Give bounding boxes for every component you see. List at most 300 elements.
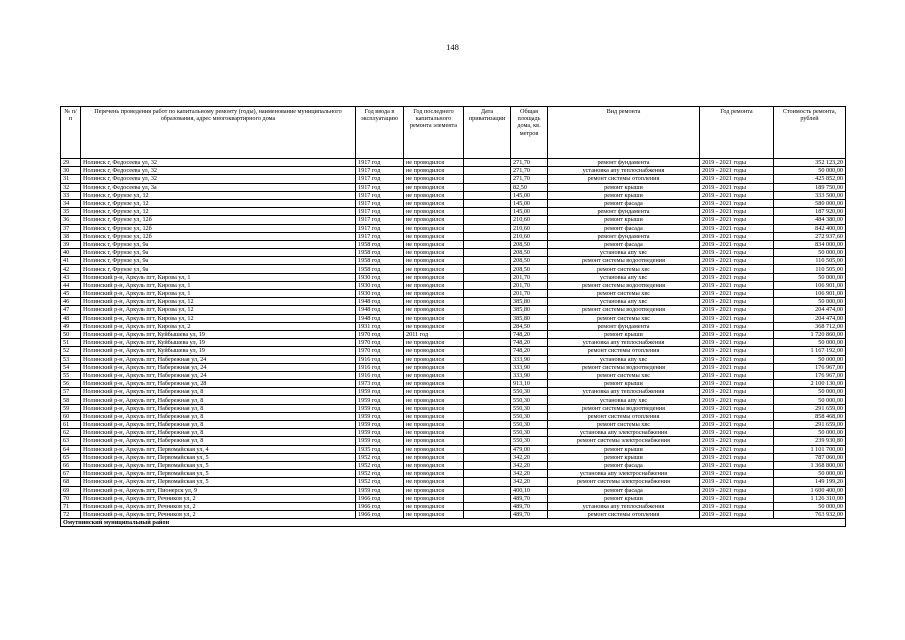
cell-cost: 50 000,00 (774, 249, 846, 257)
cell-area: 342,20 (511, 470, 548, 478)
cell-area: 489,70 (511, 511, 548, 519)
cell-repair-years: 2019 - 2021 годы (700, 429, 774, 437)
cell-year-built: 1959 год (356, 486, 404, 494)
cell-last-repair: не проводился (404, 167, 464, 175)
capital-repair-table (60, 106, 846, 527)
cell-work-type: ремонт крыши (548, 380, 700, 388)
cell-year-built: 1970 год (356, 339, 404, 347)
cell-num: 58 (61, 396, 81, 404)
cell-year-built: 1930 год (356, 281, 404, 289)
cell-privatization (464, 224, 511, 232)
cell-repair-years: 2019 - 2021 годы (700, 371, 774, 379)
cell-privatization (464, 290, 511, 298)
cell-num: 41 (61, 257, 81, 265)
cell-area: 748,20 (511, 347, 548, 355)
cell-cost: 50 000,00 (774, 502, 846, 510)
cell-privatization (464, 232, 511, 240)
cell-privatization (464, 208, 511, 216)
cell-address: Нолинский р-н, Аркуль пгт, Речников ул, 2 (81, 502, 356, 510)
cell-privatization (464, 322, 511, 330)
cell-repair-years: 2019 - 2021 годы (700, 208, 774, 216)
cell-privatization (464, 314, 511, 322)
cell-repair-years: 2019 - 2021 годы (700, 281, 774, 289)
cell-num: 39 (61, 240, 81, 248)
header-repair-years: Год ремонта (700, 107, 774, 159)
table-row (61, 224, 846, 232)
cell-area: 210,60 (511, 224, 548, 232)
cell-cost: 333 500,00 (774, 191, 846, 199)
cell-last-repair: 2011 год (404, 330, 464, 338)
cell-cost: 110 505,00 (774, 265, 846, 273)
cell-cost: 50 000,00 (774, 339, 846, 347)
cell-privatization (464, 257, 511, 265)
table-header-row (61, 107, 846, 159)
cell-privatization (464, 445, 511, 453)
table-row (61, 265, 846, 273)
cell-work-type: ремонт системы водоотведения (548, 281, 700, 289)
cell-address: Нолинский р-н, Аркуль пгт, Куйбышева ул, 19 (81, 330, 356, 338)
cell-address: Нолинск г, Федосеева ул, 32 (81, 159, 356, 167)
cell-area: 333,90 (511, 371, 548, 379)
cell-num: 50 (61, 330, 81, 338)
cell-work-type: ремонт системы водоотведения (548, 363, 700, 371)
cell-num: 40 (61, 249, 81, 257)
cell-cost: 1 600 400,00 (774, 486, 846, 494)
cell-privatization (464, 355, 511, 363)
cell-address: Нолинский р-н, Аркуль пгт, Кирова ул, 12 (81, 314, 356, 322)
cell-privatization (464, 396, 511, 404)
cell-cost: 763 932,00 (774, 511, 846, 519)
cell-year-built: 1973 год (356, 380, 404, 388)
cell-repair-years: 2019 - 2021 годы (700, 494, 774, 502)
cell-cost: 50 000,00 (774, 167, 846, 175)
cell-num: 68 (61, 478, 81, 486)
cell-privatization (464, 461, 511, 469)
cell-cost: 1 368 800,00 (774, 461, 846, 469)
cell-num: 36 (61, 216, 81, 224)
cell-last-repair: не проводился (404, 281, 464, 289)
cell-num: 48 (61, 314, 81, 322)
cell-area: 342,20 (511, 461, 548, 469)
cell-cost: 204 474,00 (774, 314, 846, 322)
cell-work-type: ремонт крыши (548, 330, 700, 338)
cell-last-repair: не проводился (404, 199, 464, 207)
cell-area: 489,70 (511, 494, 548, 502)
cell-repair-years: 2019 - 2021 годы (700, 224, 774, 232)
cell-area: 208,50 (511, 240, 548, 248)
cell-year-built: 1917 год (356, 216, 404, 224)
cell-privatization (464, 199, 511, 207)
cell-repair-years: 2019 - 2021 годы (700, 159, 774, 167)
header-address: Перечень проведения работ по капитальному ремонту (годы), наименование муниципального образования, адрес многоквартирного дома (81, 107, 356, 159)
cell-year-built: 1959 год (356, 429, 404, 437)
cell-cost: 291 659,00 (774, 404, 846, 412)
header-year-built: Год ввода в эксплуатацию (356, 107, 404, 159)
cell-privatization (464, 306, 511, 314)
cell-address: Нолинский р-н, Аркуль пгт, Набережная ул, 8 (81, 412, 356, 420)
cell-privatization (464, 470, 511, 478)
cell-cost: 106 901,00 (774, 290, 846, 298)
cell-work-type: ремонт системы отопления (548, 175, 700, 183)
header-last-repair: Год последнего капитального ремонта элемента (404, 107, 464, 159)
cell-num: 45 (61, 290, 81, 298)
cell-last-repair: не проводился (404, 249, 464, 257)
table-row (61, 257, 846, 265)
cell-work-type: ремонт фундамента (548, 322, 700, 330)
cell-area: 385,80 (511, 298, 548, 306)
cell-cost: 239 930,80 (774, 437, 846, 445)
cell-cost: 50 000,00 (774, 388, 846, 396)
cell-num: 53 (61, 355, 81, 363)
cell-address: Нолинский р-н, Аркуль пгт, Набережная ул, 24 (81, 371, 356, 379)
cell-repair-years: 2019 - 2021 годы (700, 322, 774, 330)
table-row (61, 437, 846, 445)
cell-last-repair: не проводился (404, 224, 464, 232)
cell-repair-years: 2019 - 2021 годы (700, 355, 774, 363)
cell-num: 66 (61, 461, 81, 469)
cell-repair-years: 2019 - 2021 годы (700, 167, 774, 175)
cell-address: Нолинск г, Фрунзе ул, 12 (81, 208, 356, 216)
cell-year-built: 1958 год (356, 257, 404, 265)
cell-last-repair: не проводился (404, 175, 464, 183)
cell-num: 59 (61, 404, 81, 412)
cell-cost: 291 659,00 (774, 421, 846, 429)
cell-last-repair: не проводился (404, 159, 464, 167)
cell-area: 333,90 (511, 355, 548, 363)
cell-year-built: 1917 год (356, 224, 404, 232)
cell-area: 385,80 (511, 314, 548, 322)
table-row (61, 445, 846, 453)
cell-address: Нолинский р-н, Аркуль пгт, Кирова ул, 1 (81, 281, 356, 289)
cell-privatization (464, 330, 511, 338)
cell-num: 62 (61, 429, 81, 437)
cell-privatization (464, 388, 511, 396)
cell-year-built: 1958 год (356, 249, 404, 257)
cell-work-type: ремонт фундамента (548, 208, 700, 216)
cell-area: 145,00 (511, 191, 548, 199)
cell-cost: 149 199,20 (774, 478, 846, 486)
cell-repair-years: 2019 - 2021 годы (700, 265, 774, 273)
cell-year-built: 1970 год (356, 330, 404, 338)
cell-area: 271,70 (511, 159, 548, 167)
table-row (61, 183, 846, 191)
cell-year-built: 1917 год (356, 208, 404, 216)
cell-repair-years: 2019 - 2021 годы (700, 232, 774, 240)
cell-num: 52 (61, 347, 81, 355)
cell-address: Нолинск г, Фрунзе ул, 12б (81, 224, 356, 232)
table-row (61, 240, 846, 248)
cell-cost: 176 967,00 (774, 363, 846, 371)
cell-year-built: 1916 год (356, 355, 404, 363)
cell-num: 55 (61, 371, 81, 379)
cell-repair-years: 2019 - 2021 годы (700, 363, 774, 371)
cell-privatization (464, 380, 511, 388)
cell-repair-years: 2019 - 2021 годы (700, 257, 774, 265)
cell-last-repair: не проводился (404, 322, 464, 330)
header-cost: Стоимость ремонта, рублей (774, 107, 846, 159)
cell-privatization (464, 511, 511, 519)
cell-cost: 50 000,00 (774, 273, 846, 281)
cell-privatization (464, 183, 511, 191)
cell-area: 342,20 (511, 478, 548, 486)
cell-address: Нолинский р-н, Аркуль пгт, Кирова ул, 1 (81, 290, 356, 298)
cell-num: 57 (61, 388, 81, 396)
cell-work-type: ремонт крыши (548, 494, 700, 502)
cell-year-built: 1952 год (356, 453, 404, 461)
cell-repair-years: 2019 - 2021 годы (700, 249, 774, 257)
table-row (61, 478, 846, 486)
table-row (61, 461, 846, 469)
cell-area: 550,30 (511, 396, 548, 404)
cell-cost: 425 852,00 (774, 175, 846, 183)
cell-address: Нолинск г, Фрунзе ул, 9а (81, 257, 356, 265)
cell-repair-years: 2019 - 2021 годы (700, 314, 774, 322)
cell-num: 46 (61, 298, 81, 306)
cell-cost: 858 468,00 (774, 412, 846, 420)
table-row (61, 396, 846, 404)
cell-privatization (464, 429, 511, 437)
cell-year-built: 1959 год (356, 412, 404, 420)
cell-cost: 50 000,00 (774, 298, 846, 306)
cell-privatization (464, 486, 511, 494)
cell-year-built: 1966 год (356, 511, 404, 519)
cell-last-repair: не проводился (404, 421, 464, 429)
header-work-type: Вид ремонта (548, 107, 700, 159)
cell-last-repair: не проводился (404, 208, 464, 216)
table-row (61, 249, 846, 257)
cell-address: Нолинск г, Федосеева ул, 32 (81, 167, 356, 175)
cell-address: Нолинск г, Фрунзе ул, 12б (81, 216, 356, 224)
table-row (61, 216, 846, 224)
cell-repair-years: 2019 - 2021 годы (700, 502, 774, 510)
table-row (61, 314, 846, 322)
cell-num: 44 (61, 281, 81, 289)
cell-area: 284,50 (511, 322, 548, 330)
cell-address: Нолинск г, Фрунзе ул, 9а (81, 249, 356, 257)
cell-privatization (464, 363, 511, 371)
cell-area: 342,20 (511, 453, 548, 461)
cell-year-built: 1959 год (356, 404, 404, 412)
cell-area: 271,70 (511, 167, 548, 175)
cell-address: Нолинский р-н, Аркуль пгт, Первомайская ул, 4 (81, 445, 356, 453)
cell-last-repair: не проводился (404, 412, 464, 420)
table-row (61, 470, 846, 478)
cell-repair-years: 2019 - 2021 годы (700, 445, 774, 453)
cell-last-repair: не проводился (404, 191, 464, 199)
section-title: Омутнинский муниципальный район (61, 519, 846, 527)
cell-last-repair: не проводился (404, 396, 464, 404)
cell-address: Нолинский р-н, Аркуль пгт, Речников ул, 2 (81, 494, 356, 502)
cell-year-built: 1959 год (356, 396, 404, 404)
cell-repair-years: 2019 - 2021 годы (700, 396, 774, 404)
cell-area: 201,70 (511, 273, 548, 281)
cell-num: 34 (61, 199, 81, 207)
cell-repair-years: 2019 - 2021 годы (700, 437, 774, 445)
cell-work-type: ремонт системы хвс (548, 290, 700, 298)
cell-num: 60 (61, 412, 81, 420)
cell-num: 51 (61, 339, 81, 347)
cell-area: 748,20 (511, 330, 548, 338)
cell-address: Нолинский р-н, Аркуль пгт, Кирова ул, 12 (81, 306, 356, 314)
table-row (61, 511, 846, 519)
cell-year-built: 1917 год (356, 199, 404, 207)
cell-address: Нолинский р-н, Аркуль пгт, Набережная ул, 28 (81, 380, 356, 388)
cell-cost: 50 000,00 (774, 355, 846, 363)
cell-last-repair: не проводился (404, 314, 464, 322)
cell-cost: 110 505,00 (774, 257, 846, 265)
cell-work-type: ремонт фундамента (548, 159, 700, 167)
cell-work-type: установка апу хвс (548, 355, 700, 363)
cell-privatization (464, 240, 511, 248)
cell-privatization (464, 298, 511, 306)
cell-address: Нолинск г, Федосеева ул, 32 (81, 175, 356, 183)
cell-area: 550,30 (511, 429, 548, 437)
cell-area: 201,70 (511, 290, 548, 298)
cell-cost: 842 400,00 (774, 224, 846, 232)
cell-last-repair: не проводился (404, 290, 464, 298)
cell-last-repair: не проводился (404, 486, 464, 494)
cell-last-repair: не проводился (404, 298, 464, 306)
cell-work-type: ремонт системы водоотведения (548, 404, 700, 412)
cell-work-type: ремонт фасада (548, 461, 700, 469)
cell-repair-years: 2019 - 2021 годы (700, 183, 774, 191)
cell-area: 748,20 (511, 339, 548, 347)
cell-num: 65 (61, 453, 81, 461)
cell-area: 208,50 (511, 257, 548, 265)
cell-year-built: 1930 год (356, 290, 404, 298)
cell-repair-years: 2019 - 2021 годы (700, 404, 774, 412)
table-row (61, 159, 846, 167)
table-row (61, 494, 846, 502)
cell-address: Нолинск г, Фрунзе ул, 9а (81, 265, 356, 273)
table-row (61, 429, 846, 437)
cell-area: 208,50 (511, 249, 548, 257)
cell-num: 43 (61, 273, 81, 281)
cell-repair-years: 2019 - 2021 годы (700, 421, 774, 429)
cell-cost: 204 474,00 (774, 306, 846, 314)
cell-cost: 368 712,00 (774, 322, 846, 330)
cell-work-type: установка апу электроснабжения (548, 470, 700, 478)
cell-work-type: ремонт крыши (548, 453, 700, 461)
cell-num: 47 (61, 306, 81, 314)
cell-year-built: 1958 год (356, 265, 404, 273)
cell-address: Нолинский р-н, Аркуль пгт, Первомайская ул, 5 (81, 478, 356, 486)
cell-work-type: ремонт системы хвс (548, 314, 700, 322)
cell-privatization (464, 437, 511, 445)
cell-year-built: 1948 год (356, 306, 404, 314)
cell-num: 31 (61, 175, 81, 183)
cell-cost: 484 380,00 (774, 216, 846, 224)
cell-area: 201,70 (511, 281, 548, 289)
cell-num: 33 (61, 191, 81, 199)
cell-repair-years: 2019 - 2021 годы (700, 199, 774, 207)
cell-cost: 787 060,00 (774, 453, 846, 461)
table-row (61, 502, 846, 510)
cell-repair-years: 2019 - 2021 годы (700, 339, 774, 347)
section-row (61, 519, 846, 527)
cell-repair-years: 2019 - 2021 годы (700, 175, 774, 183)
table-row (61, 486, 846, 494)
header-privatization: Дата приватизации (464, 107, 511, 159)
table-row (61, 404, 846, 412)
table-row (61, 191, 846, 199)
table-row (61, 306, 846, 314)
cell-privatization (464, 249, 511, 257)
cell-num: 69 (61, 486, 81, 494)
cell-work-type: ремонт фасада (548, 199, 700, 207)
table-row (61, 347, 846, 355)
cell-cost: 50 000,00 (774, 470, 846, 478)
table-row (61, 355, 846, 363)
cell-repair-years: 2019 - 2021 годы (700, 216, 774, 224)
cell-year-built: 1917 год (356, 159, 404, 167)
cell-last-repair: не проводился (404, 371, 464, 379)
cell-work-type: ремонт крыши (548, 191, 700, 199)
table-row (61, 339, 846, 347)
cell-year-built: 1948 год (356, 314, 404, 322)
cell-cost: 1 720 860,00 (774, 330, 846, 338)
cell-work-type: установка апу хвс (548, 249, 700, 257)
cell-work-type: установка апу хвс (548, 298, 700, 306)
cell-work-type: ремонт системы хвс (548, 371, 700, 379)
cell-work-type: ремонт фундамента (548, 232, 700, 240)
cell-year-built: 1917 год (356, 175, 404, 183)
cell-work-type: ремонт системы хвс (548, 265, 700, 273)
cell-area: 210,60 (511, 216, 548, 224)
cell-year-built: 1930 год (356, 273, 404, 281)
cell-address: Нолинск г, Федосеева ул, 3а (81, 183, 356, 191)
cell-area: 550,30 (511, 404, 548, 412)
cell-area: 550,30 (511, 421, 548, 429)
cell-year-built: 1959 год (356, 437, 404, 445)
cell-privatization (464, 421, 511, 429)
cell-address: Нолинский р-н, Аркуль пгт, Кирова ул, 2 (81, 322, 356, 330)
cell-num: 29 (61, 159, 81, 167)
cell-num: 61 (61, 421, 81, 429)
cell-last-repair: не проводился (404, 183, 464, 191)
cell-address: Нолинский р-н, Аркуль пгт, Набережная ул, 8 (81, 437, 356, 445)
cell-privatization (464, 167, 511, 175)
cell-year-built: 1917 год (356, 167, 404, 175)
cell-year-built: 1931 год (356, 322, 404, 330)
cell-repair-years: 2019 - 2021 годы (700, 306, 774, 314)
cell-year-built: 1935 год (356, 445, 404, 453)
cell-year-built: 1952 год (356, 461, 404, 469)
cell-work-type: установка апу теплоснабжения (548, 502, 700, 510)
cell-last-repair: не проводился (404, 511, 464, 519)
cell-address: Нолинский р-н, Аркуль пгт, Набережная ул, 8 (81, 421, 356, 429)
cell-work-type: установка апу электроснабжения (548, 429, 700, 437)
cell-cost: 834 000,00 (774, 240, 846, 248)
cell-num: 30 (61, 167, 81, 175)
cell-num: 42 (61, 265, 81, 273)
cell-last-repair: не проводился (404, 437, 464, 445)
cell-cost: 272 937,60 (774, 232, 846, 240)
cell-num: 37 (61, 224, 81, 232)
cell-num: 54 (61, 363, 81, 371)
cell-year-built: 1948 год (356, 298, 404, 306)
cell-work-type: ремонт фасада (548, 486, 700, 494)
cell-address: Нолинский р-н, Аркуль пгт, Пионерск ул, 9 (81, 486, 356, 494)
table-row (61, 380, 846, 388)
cell-privatization (464, 216, 511, 224)
cell-year-built: 1917 год (356, 191, 404, 199)
cell-privatization (464, 371, 511, 379)
cell-last-repair: не проводился (404, 232, 464, 240)
cell-address: Нолинский р-н, Аркуль пгт, Первомайская ул, 5 (81, 461, 356, 469)
cell-num: 32 (61, 183, 81, 191)
cell-cost: 352 123,20 (774, 159, 846, 167)
